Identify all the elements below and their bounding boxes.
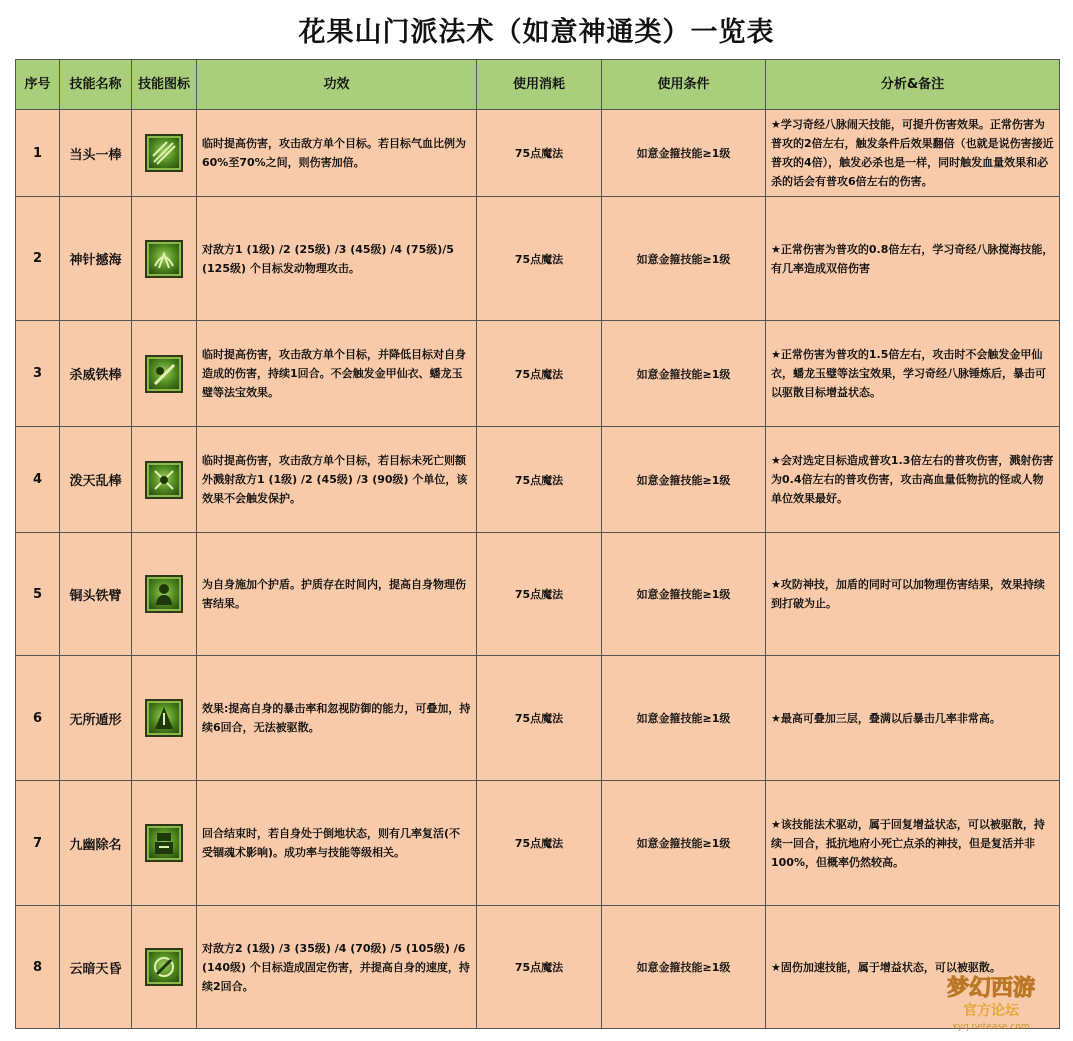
- skill-cost: 75点魔法: [477, 533, 602, 656]
- row-index: 5: [16, 533, 60, 656]
- table-row: [16, 533, 1060, 656]
- table-row: [16, 321, 1060, 427]
- skill-note: ★该技能法术驱动，属于回复增益状态，可以被驱散，持续一回合，抵抗地府小死亡点杀的神技，但是复活并非100%，但概率仍然较高。: [766, 781, 1060, 906]
- skill-effect: 回合结束时，若自身处于倒地状态，则有几率复活(不受锢魂术影响)。成功率与技能等级相关。: [197, 781, 477, 906]
- watermark-brand: 梦幻西游: [946, 976, 1036, 1001]
- skill-note: ★会对选定目标造成普攻1.3倍左右的普攻伤害，溅射伤害为0.4倍左右的普攻伤害，攻击高血量低物抗的怪或人物单位效果最好。: [766, 427, 1060, 533]
- iron-arm-icon: [145, 575, 183, 613]
- table-row: [16, 427, 1060, 533]
- row-index: 6: [16, 656, 60, 781]
- netherworld-icon: [145, 824, 183, 862]
- skill-condition: 如意金箍技能≥1级: [602, 110, 766, 197]
- skill-cost: 75点魔法: [477, 321, 602, 427]
- skill-name: 无所遁形: [60, 656, 132, 781]
- row-index: 4: [16, 427, 60, 533]
- header-skill-icon: 技能图标: [132, 60, 197, 110]
- skill-name: 杀威铁棒: [60, 321, 132, 427]
- skill-note: ★学习奇经八脉闹天技能，可提升伤害效果。正常伤害为普攻的2倍左右，触发条件后效果翻倍（也就是说伤害接近普攻的4倍），触发必杀也是一样，同时触发血量效果和必杀的话会有普攻6倍左右的伤害。: [766, 110, 1060, 197]
- skill-condition: 如意金箍技能≥1级: [602, 321, 766, 427]
- game-logo-watermark: [921, 965, 1061, 1033]
- skill-effect: 对敌方1 (1级) /2 (25级) /3 (45级) /4 (75级)/5 (125级) 个目标发动物理攻击。: [197, 197, 477, 321]
- skill-effect: 临时提高伤害，攻击敌方单个目标，若目标未死亡则额外溅射敌方1 (1级) /2 (45级) /3 (90级) 个单位，该效果不会触发保护。: [197, 427, 477, 533]
- staff-strike-icon: [145, 134, 183, 172]
- row-index: 8: [16, 906, 60, 1029]
- skill-condition: 如意金箍技能≥1级: [602, 781, 766, 906]
- header-index: 序号: [16, 60, 60, 110]
- table-row: [16, 906, 1060, 1029]
- header-skill-name: 技能名称: [60, 60, 132, 110]
- skill-effect: 对敌方2 (1级) /3 (35级) /4 (70级) /5 (105级) /6 (140级) 个目标造成固定伤害，并提高自身的速度，持续2回合。: [197, 906, 477, 1029]
- iron-staff-icon: [145, 355, 183, 393]
- table-header-row: [16, 60, 1060, 110]
- table-row: [16, 656, 1060, 781]
- skill-name: 神针撼海: [60, 197, 132, 321]
- watermark-url: xyq.netease.com: [952, 1022, 1030, 1032]
- reveal-icon: [145, 699, 183, 737]
- skill-note: ★固伤加速技能，属于增益状态，可以被驱散。: [766, 906, 1060, 1029]
- skill-condition: 如意金箍技能≥1级: [602, 656, 766, 781]
- skill-cost: 75点魔法: [477, 656, 602, 781]
- table-row: [16, 110, 1060, 197]
- header-note: 分析&备注: [766, 60, 1060, 110]
- skill-cost: 75点魔法: [477, 197, 602, 321]
- skill-effect: 为自身施加个护盾。护质存在时间内，提高自身物理伤害结果。: [197, 533, 477, 656]
- skill-name: 九幽除名: [60, 781, 132, 906]
- skill-note: ★正常伤害为普攻的0.8倍左右，学习奇经八脉搅海技能，有几率造成双倍伤害: [766, 197, 1060, 321]
- skill-cost: 75点魔法: [477, 781, 602, 906]
- skill-condition: 如意金箍技能≥1级: [602, 197, 766, 321]
- header-condition: 使用条件: [602, 60, 766, 110]
- skill-name: 当头一棒: [60, 110, 132, 197]
- skill-name: 云暗天昏: [60, 906, 132, 1029]
- skills-table: [15, 59, 1060, 1029]
- row-index: 2: [16, 197, 60, 321]
- needle-sea-icon: [145, 240, 183, 278]
- skill-condition: 如意金箍技能≥1级: [602, 906, 766, 1029]
- row-index: 7: [16, 781, 60, 906]
- page-title: 花果山门派法术（如意神通类）一览表: [298, 17, 775, 48]
- dark-cloud-icon: [145, 948, 183, 986]
- skill-name: 铜头铁臂: [60, 533, 132, 656]
- skill-effect: 效果:提高自身的暴击率和忽视防御的能力，可叠加，持续6回合，无法被驱散。: [197, 656, 477, 781]
- skill-note: ★最高可叠加三层，叠满以后暴击几率非常高。: [766, 656, 1060, 781]
- header-effect: 功效: [197, 60, 477, 110]
- skill-condition: 如意金箍技能≥1级: [602, 533, 766, 656]
- skill-effect: 临时提高伤害，攻击敌方单个目标。若目标气血比例为60%至70%之间，则伤害加倍。: [197, 110, 477, 197]
- row-index: 1: [16, 110, 60, 197]
- skill-note: ★正常伤害为普攻的1.5倍左右，攻击时不会触发金甲仙衣，蟠龙玉璧等法宝效果，学习奇经八脉锤炼后，暴击可以驱散目标增益状态。: [766, 321, 1060, 427]
- skill-cost: 75点魔法: [477, 110, 602, 197]
- skill-cost: 75点魔法: [477, 427, 602, 533]
- skill-note: ★攻防神技，加盾的同时可以加物理伤害结果，效果持续到打破为止。: [766, 533, 1060, 656]
- header-cost: 使用消耗: [477, 60, 602, 110]
- skill-name: 泼天乱棒: [60, 427, 132, 533]
- skill-condition: 如意金箍技能≥1级: [602, 427, 766, 533]
- skill-cost: 75点魔法: [477, 906, 602, 1029]
- row-index: 3: [16, 321, 60, 427]
- chaos-staff-icon: [145, 461, 183, 499]
- table-row: [16, 781, 1060, 906]
- watermark-sub: 官方论坛: [963, 1003, 1019, 1019]
- table-row: [16, 197, 1060, 321]
- skill-effect: 临时提高伤害，攻击敌方单个目标，并降低目标对自身造成的伤害，持续1回合。不会触发金甲仙衣、蟠龙玉璧等法宝效果。: [197, 321, 477, 427]
